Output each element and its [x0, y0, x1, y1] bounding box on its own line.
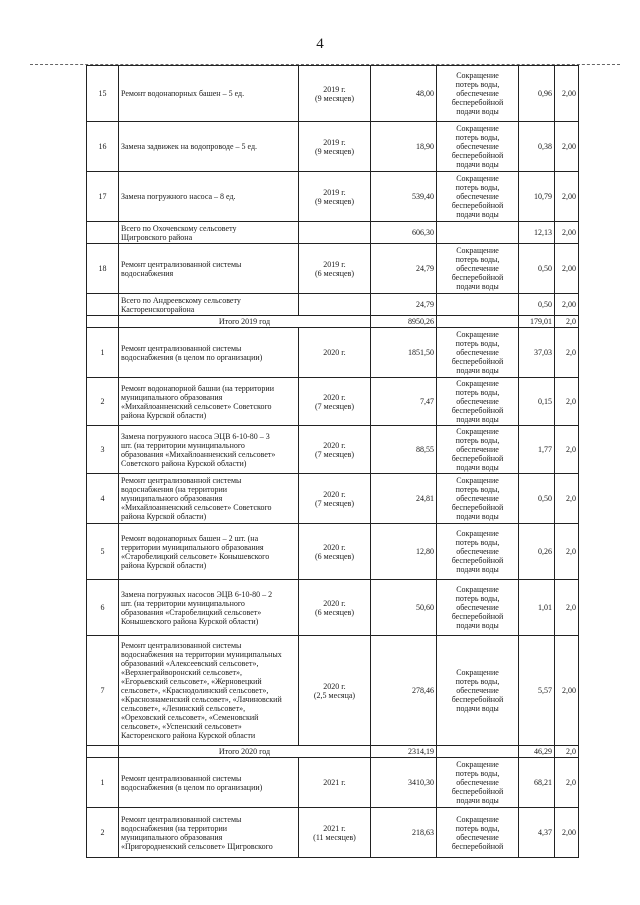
- table-row: [87, 244, 579, 294]
- work-name: Ремонт водонапорных башен – 5 ед.: [119, 66, 299, 122]
- total-value: 2,0: [555, 316, 579, 328]
- work-amount: 24,81: [371, 474, 437, 524]
- total-label: Итого 2019 год: [119, 316, 371, 328]
- work-value: 2,0: [555, 378, 579, 426]
- work-value: 2,00: [555, 122, 579, 172]
- work-share: 1,01: [519, 580, 555, 636]
- work-amount: 24,79: [371, 244, 437, 294]
- empty-cell: [87, 316, 119, 328]
- works-table: [86, 65, 579, 858]
- empty-cell: [87, 294, 119, 316]
- work-value: 2,0: [555, 426, 579, 474]
- work-share: 0,50: [519, 244, 555, 294]
- subtotal-amount: 24,79: [371, 294, 437, 316]
- row-number: 2: [87, 378, 119, 426]
- table-row: [87, 474, 579, 524]
- work-amount: 1851,50: [371, 328, 437, 378]
- work-value: 2,00: [555, 244, 579, 294]
- work-value: 2,00: [555, 66, 579, 122]
- work-name: Ремонт водонапорной башни (на территории муниципального образования «Михайлоанненский сельсовет» Советского района Курской области): [119, 378, 299, 426]
- work-term: 2020 г. (7 месяцев): [299, 474, 371, 524]
- work-term: 2021 г.: [299, 758, 371, 808]
- row-number: 1: [87, 328, 119, 378]
- total-amount: 2314,19: [371, 746, 437, 758]
- total-row: [87, 316, 579, 328]
- work-result: Сокращение потерь воды, обеспечение бесперебойной подачи воды: [437, 378, 519, 426]
- work-amount: 218,63: [371, 808, 437, 858]
- work-value: 2,00: [555, 636, 579, 746]
- work-result: Сокращение потерь воды, обеспечение бесперебойной подачи воды: [437, 122, 519, 172]
- subtotal-value: 2,00: [555, 294, 579, 316]
- total-label: Итого 2020 год: [119, 746, 371, 758]
- work-name: Замена погружного насоса – 8 ед.: [119, 172, 299, 222]
- table-row: [87, 328, 579, 378]
- work-result: Сокращение потерь воды, обеспечение бесперебойной подачи воды: [437, 474, 519, 524]
- work-amount: 278,46: [371, 636, 437, 746]
- table-row: [87, 636, 579, 746]
- subtotal-row: [87, 294, 579, 316]
- row-number: 15: [87, 66, 119, 122]
- work-share: 0,15: [519, 378, 555, 426]
- work-name: Замена погружных насосов ЭЦВ 6-10-80 – 2 шт. (на территории муниципального образования «Старобелицкий сельсовет» Конышевского района Курской области): [119, 580, 299, 636]
- total-share: 179,01: [519, 316, 555, 328]
- work-value: 2,00: [555, 808, 579, 858]
- table-row: [87, 378, 579, 426]
- subtotal-label: Всего по Охочевскому сельсовету Щигровского района: [119, 222, 299, 244]
- work-amount: 3410,30: [371, 758, 437, 808]
- work-term: 2020 г. (7 месяцев): [299, 378, 371, 426]
- empty-cell: [437, 316, 519, 328]
- subtotal-share: 12,13: [519, 222, 555, 244]
- page-number: 4: [316, 36, 324, 52]
- row-number: 1: [87, 758, 119, 808]
- total-row: [87, 746, 579, 758]
- total-value: 2,0: [555, 746, 579, 758]
- table-row: [87, 580, 579, 636]
- work-amount: 48,00: [371, 66, 437, 122]
- work-value: 2,0: [555, 758, 579, 808]
- work-term: 2019 г. (6 месяцев): [299, 244, 371, 294]
- work-name: Ремонт централизованной системы водоснабжения на территории муниципальных образований «Алексеевский сельсовет», «Верхнеграйворонский сельсовет», «Егорьевский сельсовет», «Жерновецкий сельсовет», «Краснодолинский сельсовет», «Краснознаменский сельсовет», «Лачиновский сельсовет», «Ленинский сельсовет», «Ореховский сельсовет», «Семеновский сельсовет», «Успенский сельсовет» Касторенского района Курской области: [119, 636, 299, 746]
- work-result: Сокращение потерь воды, обеспечение бесперебойной подачи воды: [437, 636, 519, 746]
- work-result: Сокращение потерь воды, обеспечение бесперебойной подачи воды: [437, 524, 519, 580]
- work-value: 2,0: [555, 328, 579, 378]
- empty-cell: [87, 746, 119, 758]
- work-name: Ремонт централизованной системы водоснабжения (в целом по организации): [119, 758, 299, 808]
- work-amount: 539,40: [371, 172, 437, 222]
- work-amount: 7,47: [371, 378, 437, 426]
- work-result: Сокращение потерь воды, обеспечение бесперебойной подачи воды: [437, 172, 519, 222]
- table-row: [87, 808, 579, 858]
- empty-cell: [437, 294, 519, 316]
- work-share: 1,77: [519, 426, 555, 474]
- subtotal-amount: 606,30: [371, 222, 437, 244]
- work-share: 5,57: [519, 636, 555, 746]
- work-name: Ремонт централизованной системы водоснабжения (в целом по организации): [119, 328, 299, 378]
- work-name: Замена погружного насоса ЭЦВ 6-10-80 – 3 шт. (на территории муниципального образования «Михайлоанненский сельсовет» Советского района Курской области): [119, 426, 299, 474]
- work-term: 2020 г. (6 месяцев): [299, 580, 371, 636]
- table-row: [87, 524, 579, 580]
- work-result: Сокращение потерь воды, обеспечение бесперебойной подачи воды: [437, 758, 519, 808]
- empty-cell: [437, 746, 519, 758]
- work-value: 2,00: [555, 172, 579, 222]
- table-row: [87, 758, 579, 808]
- work-share: 10,79: [519, 172, 555, 222]
- work-term: 2020 г. (2,5 месяца): [299, 636, 371, 746]
- work-amount: 12,80: [371, 524, 437, 580]
- work-term: 2019 г. (9 месяцев): [299, 66, 371, 122]
- work-term: 2019 г. (9 месяцев): [299, 122, 371, 172]
- work-result: Сокращение потерь воды, обеспечение бесперебойной подачи воды: [437, 328, 519, 378]
- table-row: [87, 426, 579, 474]
- work-amount: 50,60: [371, 580, 437, 636]
- work-name: Ремонт централизованной системы водоснабжения (на территории муниципального образования «Пригородненский сельсовет» Щигровского: [119, 808, 299, 858]
- work-result: Сокращение потерь воды, обеспечение бесперебойной подачи воды: [437, 580, 519, 636]
- work-name: Ремонт централизованной системы водоснабжения: [119, 244, 299, 294]
- row-number: 17: [87, 172, 119, 222]
- total-amount: 8950,26: [371, 316, 437, 328]
- row-number: 5: [87, 524, 119, 580]
- row-number: 3: [87, 426, 119, 474]
- work-share: 0,26: [519, 524, 555, 580]
- work-name: Ремонт централизованной системы водоснабжения (на территории муниципального образования «Михайлоанненский сельсовет» Советского района Курской области): [119, 474, 299, 524]
- row-number: 4: [87, 474, 119, 524]
- work-value: 2,0: [555, 524, 579, 580]
- work-result: Сокращение потерь воды, обеспечение бесперебойной: [437, 808, 519, 858]
- work-result: Сокращение потерь воды, обеспечение бесперебойной подачи воды: [437, 426, 519, 474]
- work-share: 0,96: [519, 66, 555, 122]
- subtotal-value: 2,00: [555, 222, 579, 244]
- work-term: 2020 г. (6 месяцев): [299, 524, 371, 580]
- work-share: 68,21: [519, 758, 555, 808]
- empty-cell: [299, 294, 371, 316]
- row-number: 6: [87, 580, 119, 636]
- work-amount: 88,55: [371, 426, 437, 474]
- row-number: 7: [87, 636, 119, 746]
- row-number: 16: [87, 122, 119, 172]
- work-term: 2021 г. (11 месяцев): [299, 808, 371, 858]
- work-share: 0,50: [519, 474, 555, 524]
- work-amount: 18,90: [371, 122, 437, 172]
- table-row: [87, 66, 579, 122]
- work-share: 0,38: [519, 122, 555, 172]
- subtotal-row: [87, 222, 579, 244]
- total-share: 46,29: [519, 746, 555, 758]
- subtotal-share: 0,50: [519, 294, 555, 316]
- empty-cell: [87, 222, 119, 244]
- table-body: [87, 66, 579, 858]
- work-term: 2019 г. (9 месяцев): [299, 172, 371, 222]
- empty-cell: [299, 222, 371, 244]
- work-value: 2,0: [555, 580, 579, 636]
- empty-cell: [437, 222, 519, 244]
- subtotal-label: Всего по Андреевскому сельсовету Касторенскогорайона: [119, 294, 299, 316]
- work-share: 4,37: [519, 808, 555, 858]
- table-row: [87, 122, 579, 172]
- work-result: Сокращение потерь воды, обеспечение бесперебойной подачи воды: [437, 244, 519, 294]
- work-term: 2020 г.: [299, 328, 371, 378]
- work-result: Сокращение потерь воды, обеспечение бесперебойной подачи воды: [437, 66, 519, 122]
- table-row: [87, 172, 579, 222]
- work-term: 2020 г. (7 месяцев): [299, 426, 371, 474]
- work-name: Ремонт водонапорных башен – 2 шт. (на территории муниципального образования «Старобелицкий сельсовет» Конышевского района Курской области): [119, 524, 299, 580]
- row-number: 2: [87, 808, 119, 858]
- work-value: 2,0: [555, 474, 579, 524]
- work-share: 37,03: [519, 328, 555, 378]
- work-name: Замена задвижек на водопроводе – 5 ед.: [119, 122, 299, 172]
- row-number: 18: [87, 244, 119, 294]
